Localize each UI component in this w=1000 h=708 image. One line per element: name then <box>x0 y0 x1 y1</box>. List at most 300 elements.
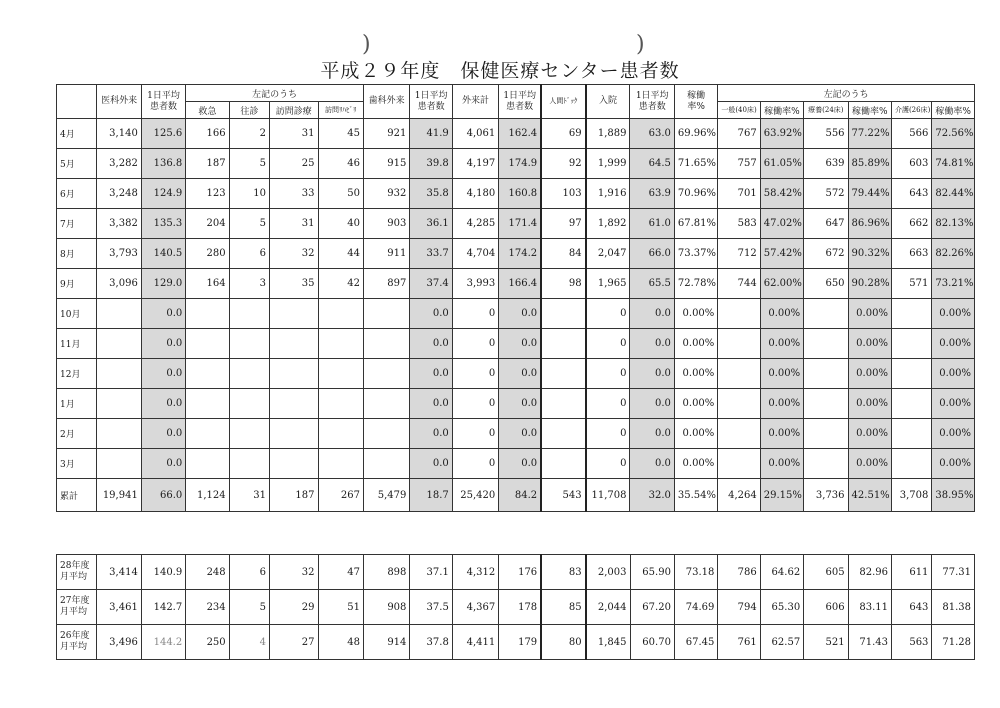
table-cell: 4,312 <box>452 555 498 590</box>
table-cell: 0.0 <box>410 299 452 329</box>
table-cell: 3,248 <box>97 179 141 209</box>
table-cell: 35.54% <box>674 479 717 512</box>
table-cell <box>804 389 848 419</box>
table-cell: 583 <box>718 209 760 239</box>
table-cell: 0.00% <box>760 419 803 449</box>
table-cell: 0.00% <box>932 329 975 359</box>
table-cell: 0 <box>452 299 498 329</box>
table-cell: 70.96% <box>674 179 717 209</box>
table-cell: 81.38 <box>932 590 975 625</box>
table-cell: 1,124 <box>186 479 229 512</box>
table-cell: 176 <box>499 555 541 590</box>
table-cell: 0.0 <box>499 389 541 419</box>
table-cell: 42.51% <box>848 479 891 512</box>
table-cell: 90.32% <box>848 239 891 269</box>
table-cell: 0.0 <box>630 359 674 389</box>
table-cell <box>804 419 848 449</box>
table-cell: 0.00% <box>674 449 717 479</box>
table-cell: 166.4 <box>499 269 541 299</box>
table-cell: 3,736 <box>804 479 848 512</box>
header-ika-gairai: 医科外来 <box>97 85 141 119</box>
table-cell <box>97 299 141 329</box>
table-cell: 5 <box>229 209 269 239</box>
row-label: 1月 <box>57 389 97 419</box>
table-cell: 0.0 <box>499 299 541 329</box>
table-cell: 140.9 <box>141 555 185 590</box>
table-cell: 33.7 <box>410 239 452 269</box>
table-cell: 0.00% <box>848 329 891 359</box>
header-ippan: 一般(40床) <box>718 102 760 119</box>
table-cell: 142.7 <box>141 590 185 625</box>
table-cell: 62.00% <box>760 269 803 299</box>
table-cell: 0 <box>586 299 630 329</box>
table-cell: 932 <box>363 179 409 209</box>
table-cell: 1,916 <box>586 179 630 209</box>
table-cell: 171.4 <box>499 209 541 239</box>
header-shika-gairai: 歯科外来 <box>363 85 409 119</box>
table-cell: 36.1 <box>410 209 452 239</box>
table-cell <box>97 359 141 389</box>
table-cell: 921 <box>363 119 409 149</box>
table-cell: 29 <box>270 590 318 625</box>
table-cell: 82.26% <box>932 239 975 269</box>
table-cell: 0.00% <box>760 359 803 389</box>
table-cell: 31 <box>229 479 269 512</box>
table-cell: 0.00% <box>848 299 891 329</box>
table-cell: 37.4 <box>410 269 452 299</box>
row-label: 11月 <box>57 329 97 359</box>
table-cell: 79.44% <box>848 179 891 209</box>
table-cell: 757 <box>718 149 760 179</box>
table-cell: 248 <box>186 555 229 590</box>
table-row <box>57 119 975 149</box>
table-cell <box>363 299 409 329</box>
table-cell <box>270 389 318 419</box>
table-cell: 0.0 <box>630 449 674 479</box>
table-cell: 4,704 <box>452 239 498 269</box>
row-label: 26年度 月平均 <box>57 625 97 660</box>
table-cell: 82.96 <box>848 555 891 590</box>
header-daily-avg: 1日平均 患者数 <box>141 85 185 119</box>
table-cell: 3 <box>229 269 269 299</box>
table-cell <box>186 359 229 389</box>
table-cell: 57.42% <box>760 239 803 269</box>
table-cell: 50 <box>318 179 363 209</box>
table-cell: 0.0 <box>630 389 674 419</box>
table-cell: 0.0 <box>499 419 541 449</box>
table-cell: 32 <box>270 555 318 590</box>
table-cell: 898 <box>363 555 409 590</box>
table-cell <box>718 329 760 359</box>
table-cell: 0.00% <box>674 359 717 389</box>
table-cell: 0 <box>586 359 630 389</box>
table-cell: 63.92% <box>760 119 803 149</box>
table-cell <box>229 389 269 419</box>
table-cell: 0.0 <box>141 389 185 419</box>
table-cell <box>186 419 229 449</box>
table-cell: 0.00% <box>848 419 891 449</box>
table-cell: 1,965 <box>586 269 630 299</box>
table-cell: 97 <box>541 209 585 239</box>
table-cell: 5 <box>229 149 269 179</box>
table-cell: 0.0 <box>630 419 674 449</box>
table-cell: 67.20 <box>630 590 674 625</box>
table-cell: 61.05% <box>760 149 803 179</box>
table-cell: 84.2 <box>499 479 541 512</box>
table-cell: 0.00% <box>932 449 975 479</box>
table-cell: 103 <box>541 179 585 209</box>
table-cell: 47 <box>318 555 363 590</box>
table-cell: 0.0 <box>410 359 452 389</box>
table-cell: 908 <box>363 590 409 625</box>
table-cell <box>541 449 585 479</box>
table-cell: 174.9 <box>499 149 541 179</box>
table-cell: 1,889 <box>586 119 630 149</box>
table-cell <box>891 359 931 389</box>
table-cell: 0.00% <box>674 389 717 419</box>
table-cell <box>318 359 363 389</box>
table-cell: 794 <box>718 590 760 625</box>
table-cell: 563 <box>892 625 932 660</box>
table-cell <box>97 389 141 419</box>
table-cell <box>718 449 760 479</box>
table-cell: 73.21% <box>932 269 975 299</box>
table-cell: 124.9 <box>141 179 185 209</box>
table-cell: 63.9 <box>630 179 674 209</box>
table-cell <box>541 419 585 449</box>
table-cell: 767 <box>718 119 760 149</box>
table-cell: 69 <box>541 119 585 149</box>
table-cell: 83 <box>541 555 585 590</box>
table-cell: 35 <box>270 269 318 299</box>
table-cell: 0.00% <box>848 449 891 479</box>
table-cell: 556 <box>804 119 848 149</box>
table-cell: 606 <box>804 590 848 625</box>
table-cell: 0.00% <box>760 299 803 329</box>
row-label: 3月 <box>57 449 97 479</box>
table-cell: 77.22% <box>848 119 891 149</box>
table-cell: 280 <box>186 239 229 269</box>
table-cell: 643 <box>891 179 931 209</box>
table-cell: 25 <box>270 149 318 179</box>
patient-count-table <box>56 84 975 512</box>
table-cell: 5,479 <box>363 479 409 512</box>
previous-year-row <box>57 590 975 625</box>
table-cell: 41.9 <box>410 119 452 149</box>
table-cell <box>891 299 931 329</box>
table-cell <box>270 329 318 359</box>
header-kadouritsu-kaigo: 稼働率% <box>932 102 975 119</box>
table-cell: 0.00% <box>848 359 891 389</box>
table-cell <box>229 419 269 449</box>
table-cell <box>891 449 931 479</box>
table-cell <box>718 419 760 449</box>
table-cell: 86.96% <box>848 209 891 239</box>
table-cell: 67.45 <box>674 625 717 660</box>
table-cell: 64.62 <box>760 555 803 590</box>
table-cell: 3,708 <box>891 479 931 512</box>
table-row <box>57 149 975 179</box>
table-cell: 2,047 <box>586 239 630 269</box>
row-label: 28年度 月平均 <box>57 555 97 590</box>
header-daily-avg-3: 1日平均 患者数 <box>499 85 541 119</box>
table-row <box>57 449 975 479</box>
table-cell: 250 <box>186 625 229 660</box>
table-cell: 0.00% <box>848 389 891 419</box>
table-cell: 39.8 <box>410 149 452 179</box>
table-cell: 3,414 <box>97 555 141 590</box>
table-cell: 712 <box>718 239 760 269</box>
table-cell: 0.00% <box>932 299 975 329</box>
table-cell <box>541 329 585 359</box>
table-cell: 85 <box>541 590 585 625</box>
header-gairai-kei: 外来計 <box>452 85 498 119</box>
table-cell: 911 <box>363 239 409 269</box>
punch-hole-left: ) <box>362 32 371 57</box>
table-cell: 543 <box>541 479 585 512</box>
table-cell: 66.0 <box>630 239 674 269</box>
row-label: 6月 <box>57 179 97 209</box>
table-cell: 40 <box>318 209 363 239</box>
table-cell: 71.43 <box>848 625 891 660</box>
header-row-1 <box>57 85 975 102</box>
table-cell: 897 <box>363 269 409 299</box>
table-cell: 204 <box>186 209 229 239</box>
table-cell <box>541 359 585 389</box>
table-cell: 650 <box>804 269 848 299</box>
table-cell: 0.00% <box>760 329 803 359</box>
table-cell: 611 <box>892 555 932 590</box>
table-cell <box>97 419 141 449</box>
header-kyukyu: 救急 <box>186 102 229 119</box>
table-cell: 31 <box>270 119 318 149</box>
table-cell: 0 <box>452 389 498 419</box>
table-cell: 761 <box>718 625 760 660</box>
table-cell: 135.3 <box>141 209 185 239</box>
header-houmon-rihabiri: 訪問ﾘﾊﾋﾞﾘ <box>318 102 363 119</box>
table-cell: 0 <box>586 389 630 419</box>
table-cell: 4,367 <box>452 590 498 625</box>
table-cell: 3,793 <box>97 239 141 269</box>
table-cell: 29.15% <box>760 479 803 512</box>
row-label: 4月 <box>57 119 97 149</box>
header-oushin: 往診 <box>229 102 269 119</box>
table-row <box>57 389 975 419</box>
table-cell: 129.0 <box>141 269 185 299</box>
header-sakki-no-uchi: 左記のうち <box>186 85 364 102</box>
table-cell: 267 <box>318 479 363 512</box>
table-cell: 701 <box>718 179 760 209</box>
table-cell: 4,264 <box>718 479 760 512</box>
table-cell: 140.5 <box>141 239 185 269</box>
table-cell: 521 <box>804 625 848 660</box>
table-cell: 85.89% <box>848 149 891 179</box>
table-cell <box>229 359 269 389</box>
table-row <box>57 419 975 449</box>
table-cell: 662 <box>891 209 931 239</box>
table-cell: 4,197 <box>452 149 498 179</box>
table-cell <box>718 359 760 389</box>
table-cell: 32 <box>270 239 318 269</box>
table-cell: 2 <box>229 119 269 149</box>
table-cell: 35.8 <box>410 179 452 209</box>
table-cell <box>804 299 848 329</box>
table-cell: 1,999 <box>586 149 630 179</box>
table-cell: 18.7 <box>410 479 452 512</box>
table-cell: 82.13% <box>932 209 975 239</box>
table-cell: 187 <box>270 479 318 512</box>
table-cell <box>229 449 269 479</box>
table-cell: 3,140 <box>97 119 141 149</box>
row-label: 9月 <box>57 269 97 299</box>
header-ryouyou: 療養(24床) <box>804 102 848 119</box>
table-cell: 0.0 <box>410 449 452 479</box>
table-cell: 32.0 <box>630 479 674 512</box>
table-cell: 0 <box>452 449 498 479</box>
table-cell: 72.56% <box>932 119 975 149</box>
table-cell: 2,044 <box>586 590 630 625</box>
table-cell <box>186 299 229 329</box>
table-cell <box>363 449 409 479</box>
table-cell <box>363 389 409 419</box>
table-cell: 0.0 <box>141 359 185 389</box>
table-cell: 90.28% <box>848 269 891 299</box>
table-cell: 4,180 <box>452 179 498 209</box>
table-cell: 3,496 <box>97 625 141 660</box>
table-row <box>57 179 975 209</box>
table-cell <box>804 329 848 359</box>
table-cell: 123 <box>186 179 229 209</box>
table-cell: 0 <box>452 359 498 389</box>
table-cell <box>318 329 363 359</box>
table-cell <box>97 329 141 359</box>
table-cell: 11,708 <box>586 479 630 512</box>
header-month <box>57 85 97 119</box>
table-cell: 51 <box>318 590 363 625</box>
table-cell <box>270 449 318 479</box>
table-cell: 1,845 <box>586 625 630 660</box>
table-row <box>57 479 975 512</box>
table-cell: 0.0 <box>499 449 541 479</box>
table-cell: 0 <box>452 329 498 359</box>
table-cell: 19,941 <box>97 479 141 512</box>
table-cell: 74.81% <box>932 149 975 179</box>
table-cell: 5 <box>229 590 269 625</box>
table-cell: 38.95% <box>932 479 975 512</box>
table-cell <box>270 419 318 449</box>
table-cell: 162.4 <box>499 119 541 149</box>
table-cell: 0 <box>586 449 630 479</box>
table-cell: 0 <box>452 419 498 449</box>
table-cell: 0.0 <box>141 449 185 479</box>
table-cell: 48 <box>318 625 363 660</box>
table-cell: 0.0 <box>410 389 452 419</box>
row-label: 累計 <box>57 479 97 512</box>
table-cell: 4,285 <box>452 209 498 239</box>
table-cell: 71.65% <box>674 149 717 179</box>
table-cell: 0.0 <box>499 329 541 359</box>
table-cell <box>541 299 585 329</box>
table-cell: 164 <box>186 269 229 299</box>
table-cell: 37.1 <box>410 555 452 590</box>
table-cell: 0 <box>586 419 630 449</box>
row-label: 27年度 月平均 <box>57 590 97 625</box>
table-cell: 0.00% <box>674 419 717 449</box>
header-daily-avg-4: 1日平均 患者数 <box>630 85 674 119</box>
header-sakki-no-uchi-2: 左記のうち <box>718 85 975 102</box>
table-cell: 0.0 <box>141 329 185 359</box>
header-ningen-dock: 人間ﾄﾞｯｸ <box>541 85 585 119</box>
table-cell: 605 <box>804 555 848 590</box>
table-cell: 67.81% <box>674 209 717 239</box>
row-label: 5月 <box>57 149 97 179</box>
table-cell: 66.0 <box>141 479 185 512</box>
table-cell: 4 <box>229 625 269 660</box>
table-cell: 31 <box>270 209 318 239</box>
table-cell: 80 <box>541 625 585 660</box>
table-cell: 571 <box>891 269 931 299</box>
table-cell: 37.8 <box>410 625 452 660</box>
table-cell <box>804 449 848 479</box>
table-cell: 37.5 <box>410 590 452 625</box>
table-cell: 144.2 <box>141 625 185 660</box>
table-cell: 62.57 <box>760 625 803 660</box>
table-cell: 45 <box>318 119 363 149</box>
table-cell: 0.00% <box>932 359 975 389</box>
table-cell <box>718 299 760 329</box>
table-cell: 74.69 <box>674 590 717 625</box>
table-cell: 178 <box>499 590 541 625</box>
header-kaigo: 介護(26床) <box>891 102 931 119</box>
table-cell: 3,096 <box>97 269 141 299</box>
table-cell: 663 <box>891 239 931 269</box>
table-cell: 46 <box>318 149 363 179</box>
table-cell: 0.00% <box>760 449 803 479</box>
table-cell: 0.0 <box>141 419 185 449</box>
table-cell: 72.78% <box>674 269 717 299</box>
table-cell <box>270 359 318 389</box>
table-cell: 92 <box>541 149 585 179</box>
table-cell <box>318 299 363 329</box>
table-cell: 4,061 <box>452 119 498 149</box>
table-cell: 0.00% <box>760 389 803 419</box>
previous-years-table <box>56 554 975 660</box>
header-kadouritsu-ippan: 稼働率% <box>760 102 803 119</box>
table-cell <box>318 419 363 449</box>
previous-year-row <box>57 555 975 590</box>
table-cell <box>270 299 318 329</box>
row-label: 12月 <box>57 359 97 389</box>
table-cell <box>186 389 229 419</box>
table-cell: 58.42% <box>760 179 803 209</box>
table-cell: 71.28 <box>932 625 975 660</box>
table-cell: 64.5 <box>630 149 674 179</box>
table-cell: 2,003 <box>586 555 630 590</box>
row-label: 8月 <box>57 239 97 269</box>
table-cell <box>541 389 585 419</box>
punch-hole-right: ) <box>636 32 645 57</box>
table-cell: 60.70 <box>630 625 674 660</box>
table-cell: 643 <box>892 590 932 625</box>
table-cell: 647 <box>804 209 848 239</box>
table-cell: 65.30 <box>760 590 803 625</box>
table-cell: 0.00% <box>674 329 717 359</box>
table-cell: 0.0 <box>141 299 185 329</box>
table-cell: 672 <box>804 239 848 269</box>
table-cell: 73.37% <box>674 239 717 269</box>
table-cell: 44 <box>318 239 363 269</box>
table-cell <box>891 329 931 359</box>
